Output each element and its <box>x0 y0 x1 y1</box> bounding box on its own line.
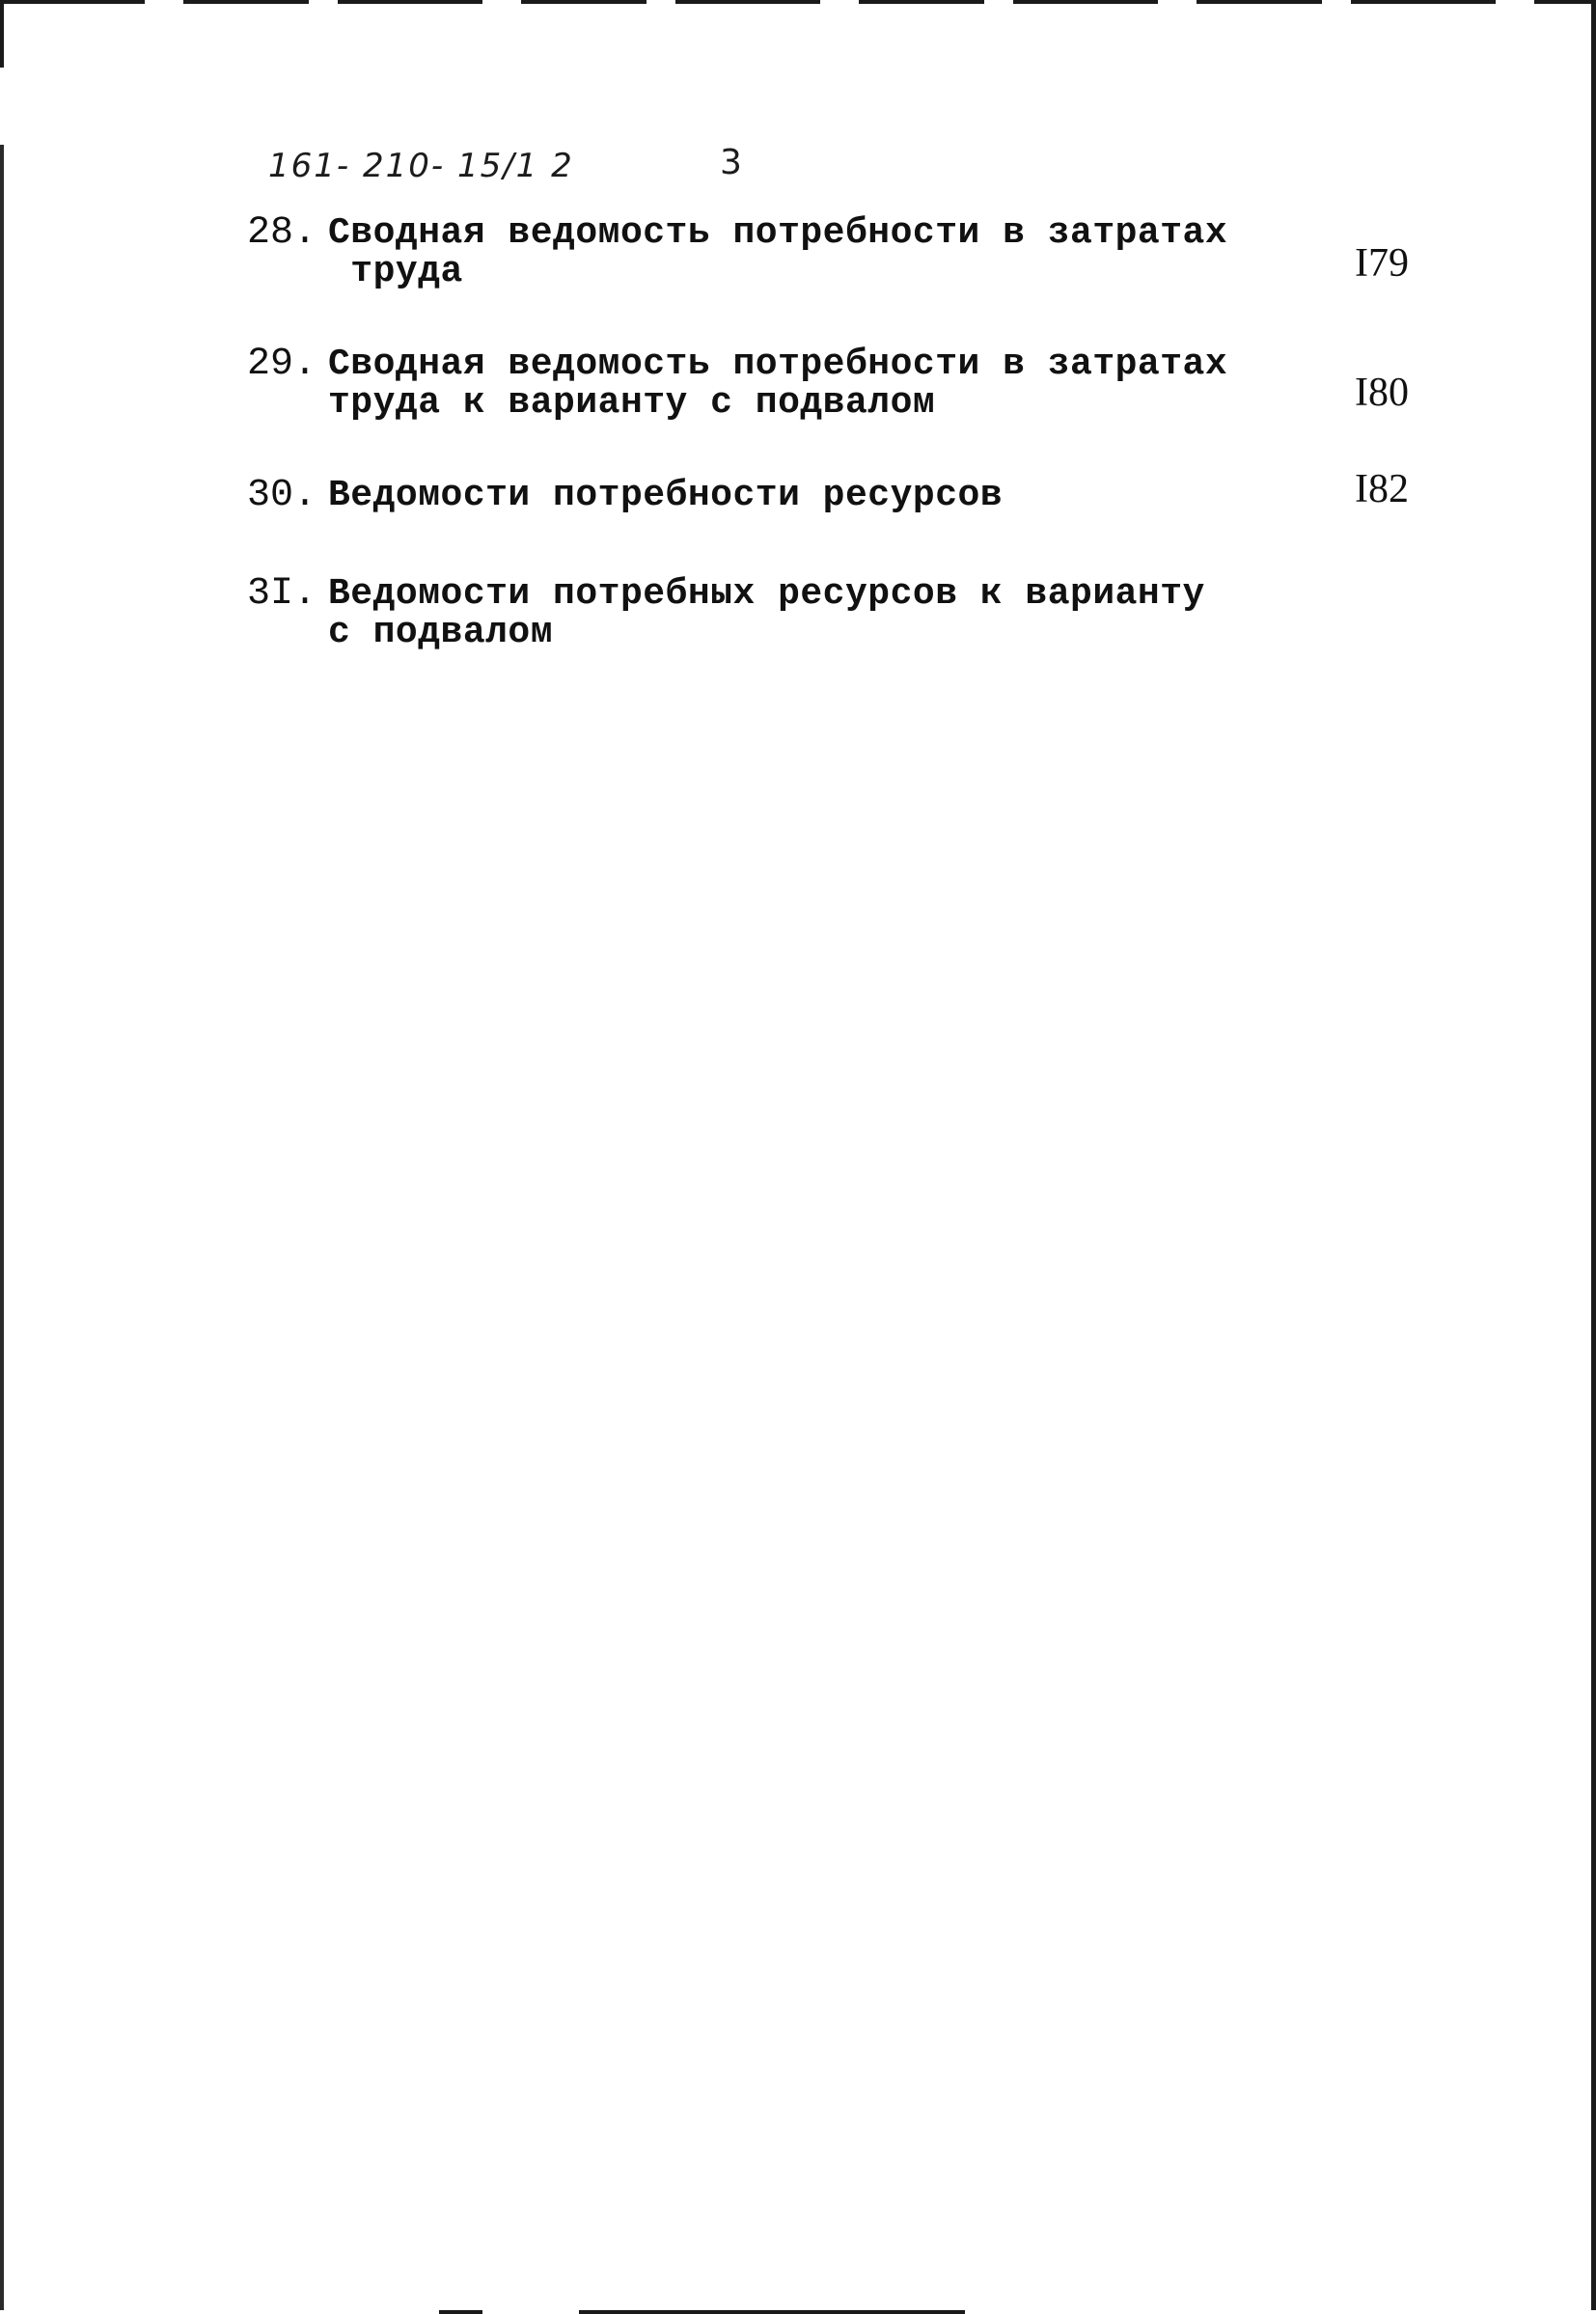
scan-edge-top <box>0 0 1596 4</box>
entry-number: 29. <box>247 343 317 386</box>
entry-number: 3I. <box>247 572 317 616</box>
entry-title: Сводная ведомость потребности в затратах труда <box>328 212 1228 292</box>
entry-page: I82 <box>1355 467 1409 511</box>
scan-edge-bottom <box>0 2310 1596 2314</box>
scan-edge-left <box>0 0 4 2314</box>
entry-title: Ведомости потребности ресурсов <box>328 475 1004 516</box>
entry-title: Ведомости потребных ресурсов к варианту с подвалом <box>328 573 1205 653</box>
entry-title: Сводная ведомость потребности в затратах труда к варианту с подвалом <box>328 344 1228 424</box>
entry-number: 28. <box>247 211 317 255</box>
entry-page: I80 <box>1355 371 1409 415</box>
document-code: 161- 210- 15/1 2 <box>268 147 574 185</box>
page-number: 3 <box>720 143 742 182</box>
entry-page: I79 <box>1355 241 1409 286</box>
scan-edge-right <box>1591 0 1596 2314</box>
entry-number: 30. <box>247 474 317 517</box>
